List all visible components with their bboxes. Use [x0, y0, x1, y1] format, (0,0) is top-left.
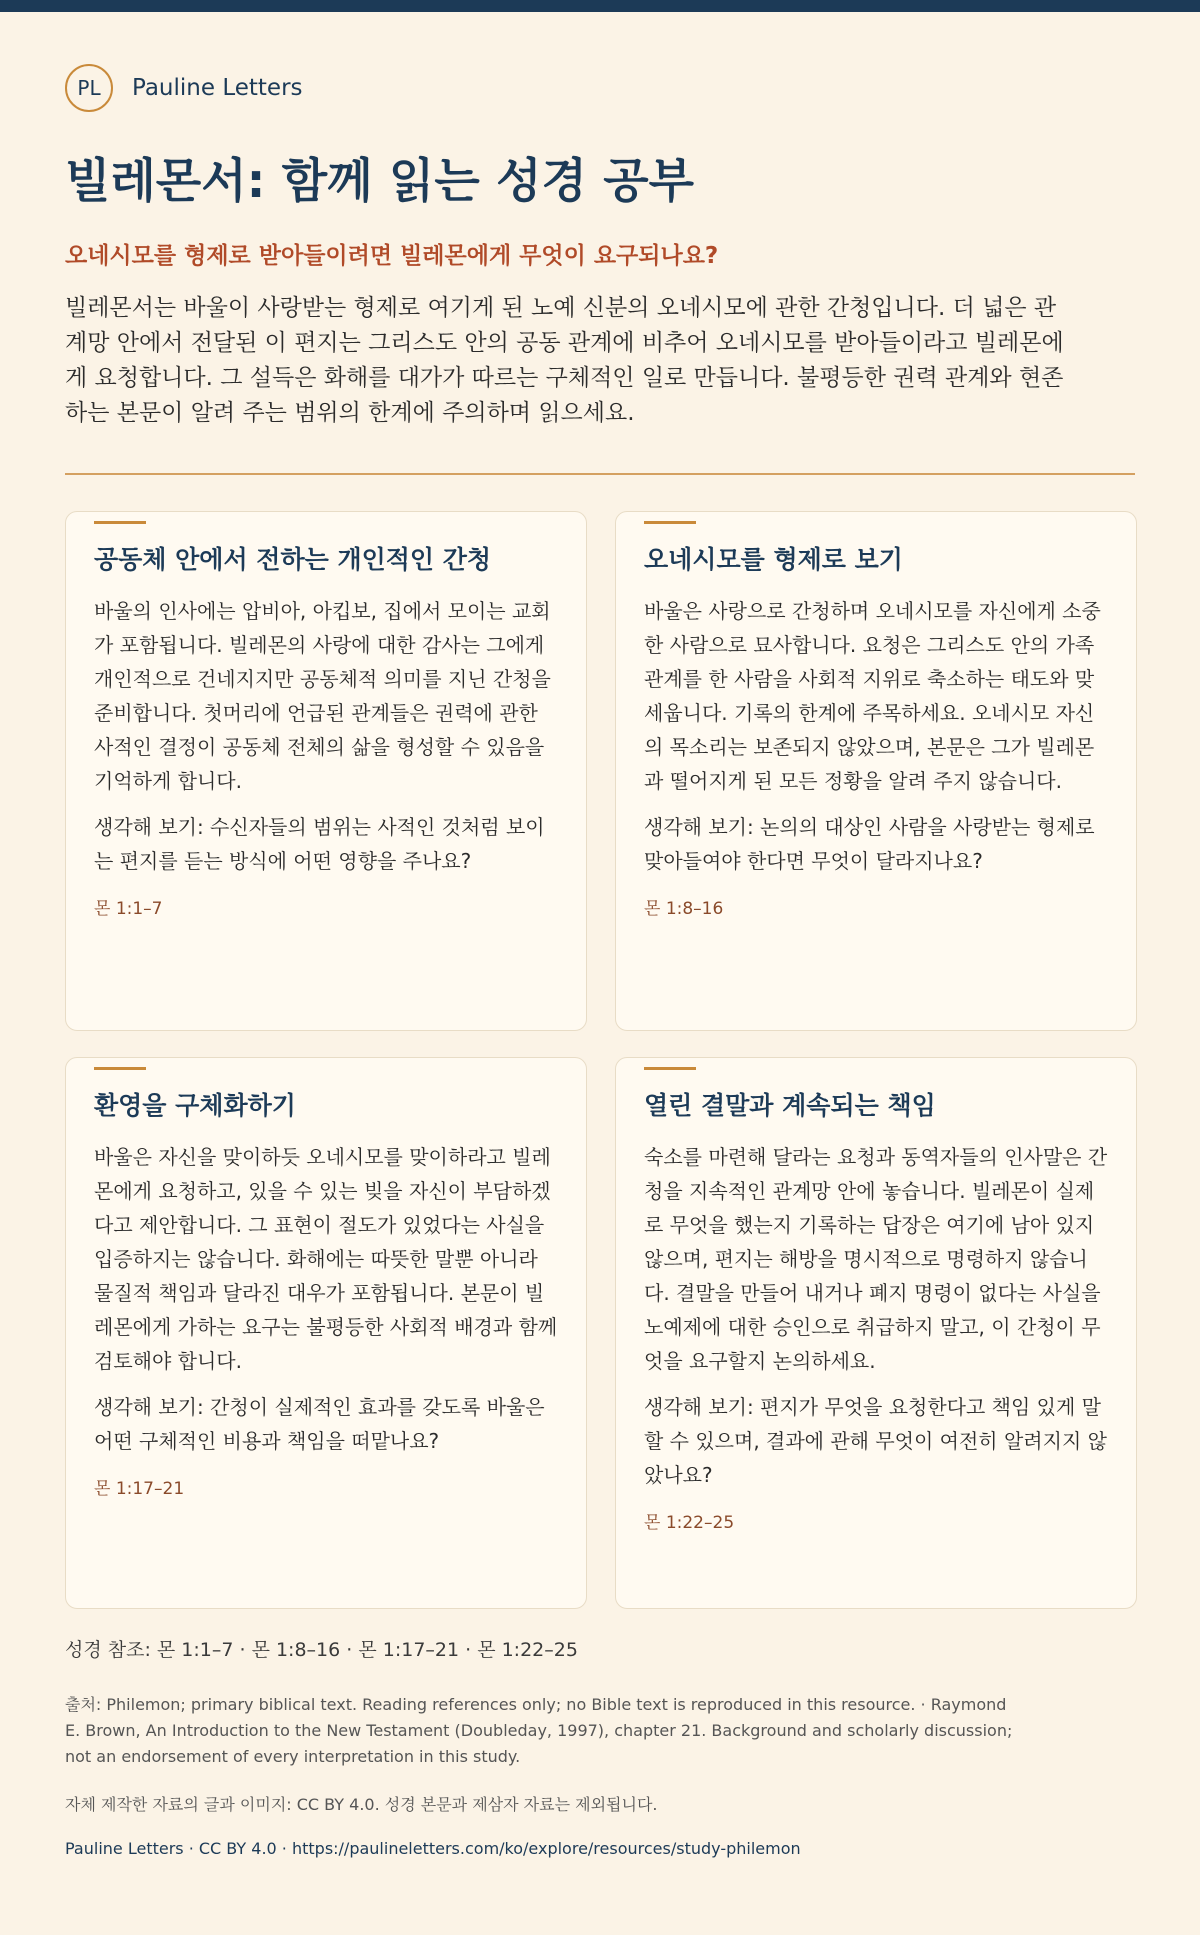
- section-divider: [65, 473, 1135, 475]
- card-title: 열린 결말과 계속되는 책임: [644, 1091, 936, 1120]
- card-accent-bar: [644, 1067, 696, 1070]
- brand-name: Pauline Letters: [132, 75, 303, 101]
- study-card: [615, 511, 1137, 1031]
- scripture-references: 성경 참조: 몬 1:1–7 · 몬 1:8–16 · 몬 1:17–21 · 몬 1:22–25: [65, 1639, 578, 1661]
- card-question: 생각해 보기: 수신자들의 범위는 사적인 것처럼 보이는 편지를 듣는 방식에 어떤 영향을 주나요?: [94, 815, 545, 873]
- license-note: 자체 제작한 자료의 글과 이미지: CC BY 4.0. 성경 본문과 제삼자 자료는 제외됩니다.: [65, 1795, 658, 1814]
- card-accent-bar: [644, 521, 696, 524]
- top-bar: [0, 0, 1200, 12]
- card-reference: 몬 1:8–16: [644, 899, 724, 919]
- page-title: 빌레몬서: 함께 읽는 성경 공부: [65, 154, 695, 209]
- card-reference: 몬 1:1–7: [94, 899, 163, 919]
- card-question: 생각해 보기: 논의의 대상인 사람을 사랑받는 형제로 맞아들여야 한다면 무엇이 달라지나요?: [644, 815, 1095, 873]
- study-card: [65, 1057, 587, 1609]
- page-subtitle: 오네시모를 형제로 받아들이려면 빌레몬에게 무엇이 요구되나요?: [65, 243, 719, 269]
- sources-note: 출처: Philemon; primary biblical text. Reading references only; no Bible text is reproduced in this resource. · Raymond E. Brown, An Introduction to the New Testament (Doubleday, 1997), chapter 21. Background and scholarly discussion; not an endorsement of every interpretation in this study.: [65, 1695, 1013, 1766]
- card-reference: 몬 1:17–21: [94, 1479, 185, 1499]
- card-grid: [65, 511, 1135, 1609]
- card-reference: 몬 1:22–25: [644, 1513, 735, 1533]
- card-title: 공동체 안에서 전하는 개인적인 간청: [94, 545, 492, 574]
- card-title: 환영을 구체화하기: [94, 1091, 296, 1120]
- brand-header[interactable]: [65, 62, 1135, 114]
- study-card: [615, 1057, 1137, 1609]
- card-body: 숙소를 마련해 달라는 요청과 동역자들의 인사말은 간청을 지속적인 관계망 안에 놓습니다. 빌레몬이 실제로 무엇을 했는지 기록하는 답장은 여기에 남아 있지 않으며, 편지는 해방을 명시적으로 명령하지 않습니다. 결말을 만들어 내거나 폐지 명령이 없다는 사실을 노예제에 대한 승인으로 취급하지 말고, 이 간청이 무엇을 요구할지 논의하세요.: [644, 1145, 1108, 1373]
- brand-logo: PL: [65, 64, 113, 112]
- card-title: 오네시모를 형제로 보기: [644, 545, 903, 574]
- card-accent-bar: [94, 1067, 146, 1070]
- page: [0, 62, 1200, 1858]
- card-body: 바울은 자신을 맞이하듯 오네시모를 맞이하라고 빌레몬에게 요청하고, 있을 수 있는 빚을 자신이 부담하겠다고 제안합니다. 그 표현이 절도가 있었다는 사실을 입증하지는 않습니다. 화해에는 따뜻한 말뿐 아니라 물질적 책임과 달라진 대우가 포함됩니다. 본문이 빌레몬에게 가하는 요구는 불평등한 사회적 배경과 함께 검토해야 합니다.: [94, 1145, 558, 1373]
- card-question: 생각해 보기: 편지가 무엇을 요청한다고 책임 있게 말할 수 있으며, 결과에 관해 무엇이 여전히 알려지지 않았나요?: [644, 1395, 1107, 1487]
- footer-link[interactable]: Pauline Letters · CC BY 4.0 · https://paulineletters.com/ko/explore/resources/study-philemon: [65, 1839, 801, 1858]
- study-card: [65, 511, 587, 1031]
- card-accent-bar: [94, 521, 146, 524]
- intro-paragraph: 빌레몬서는 바울이 사랑받는 형제로 여기게 된 노예 신분의 오네시모에 관한 간청입니다. 더 넓은 관계망 안에서 전달된 이 편지는 그리스도 안의 공동 관계에 비추어 오네시모를 받아들이라고 빌레몬에게 요청합니다. 그 설득은 화해를 대가가 따르는 구체적인 일로 만듭니다. 불평등한 권력 관계와 현존하는 본문이 알려 주는 범위의 한계에 주의하며 읽으세요.: [65, 295, 1064, 426]
- card-body: 바울은 사랑으로 간청하며 오네시모를 자신에게 소중한 사람으로 묘사합니다. 요청은 그리스도 안의 가족 관계를 한 사람을 사회적 지위로 축소하는 태도와 맞세웁니다. 기록의 한계에 주목하세요. 오네시모 자신의 목소리는 보존되지 않았으며, 본문은 그가 빌레몬과 떨어지게 된 모든 정황을 알려 주지 않습니다.: [644, 599, 1101, 793]
- card-body: 바울의 인사에는 압비아, 아킵보, 집에서 모이는 교회가 포함됩니다. 빌레몬의 사랑에 대한 감사는 그에게 개인적으로 건네지지만 공동체적 의미를 지닌 간청을 준비합니다. 첫머리에 언급된 관계들은 권력에 관한 사적인 결정이 공동체 전체의 삶을 형성할 수 있음을 기억하게 합니다.: [94, 599, 551, 793]
- card-question: 생각해 보기: 간청이 실제적인 효과를 갖도록 바울은 어떤 구체적인 비용과 책임을 떠맡나요?: [94, 1395, 545, 1453]
